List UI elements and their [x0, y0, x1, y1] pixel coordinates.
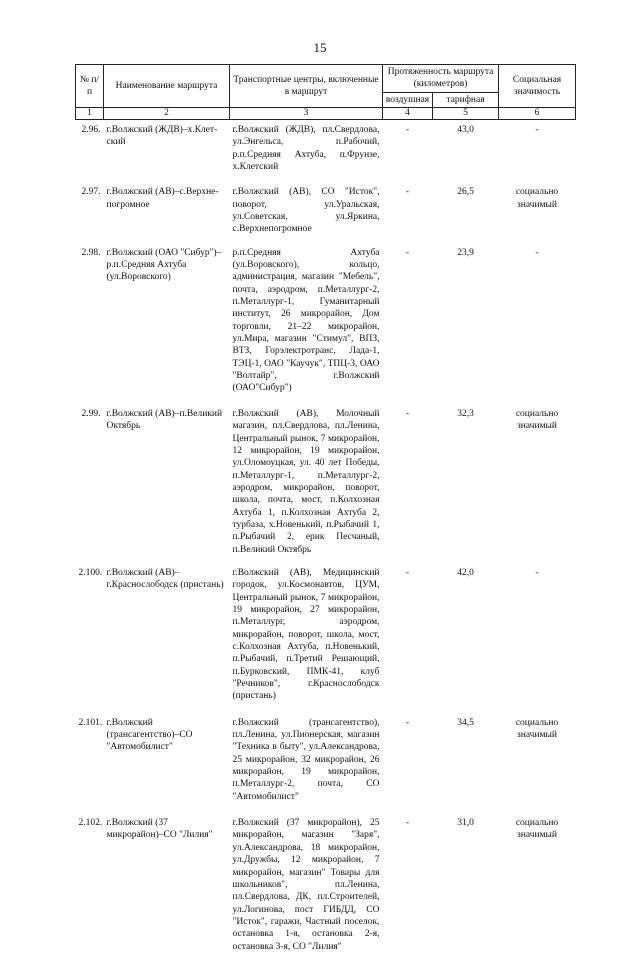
route-social-significance: -	[535, 247, 539, 258]
row-spacer	[76, 803, 576, 817]
header-social-significance: Социальная значимость	[499, 65, 576, 108]
route-air-length: -	[405, 124, 410, 135]
route-tariff-length: 34,5	[457, 717, 474, 728]
route-transport-centers: г.Волжский (АВ), Молочный магазин, пл.Свердлова, пл.Ленина, Центральный рынок, 7 микрорайон, 12 микрорайон, 19 микрорайон, ул.Оломоуцкая, ул. 40 лет Победы, п.Металлург-1, п.Металлург-2, аэродром, микрорайон, поворот, школа, почта, мост, п.Колхозная Ахтуба 1, п.Колхозная Ахтуба 2, турбаза, х.Новенький, п.Рыбачий 1, п.Рыбачий 2, ерик Песчаный, п.Великий Октябрь	[232, 408, 380, 555]
route-social-significance: -	[535, 124, 539, 135]
row-spacer	[76, 395, 576, 408]
row-spacer	[76, 703, 576, 717]
route-name: г.Волжский (АВ)–г.Краснослободск (пристань)	[106, 567, 224, 591]
route-number: 2.96.	[81, 124, 101, 135]
header-route-name: Наименование маршрута	[104, 65, 230, 108]
route-transport-centers: р.п.Средняя Ахтуба (ул.Воровского), кольцо, администрация, магазин "Мебель", почта, аэродром, п.Металлург-2, п.Металлург-1, Гуманитарный институт, 26 микрорайон, Дом торговли, 21–22 микрорайон, ул.Мира, магазин "Стимул", ВПЗ, ВТЗ, Горэлектротранс, Лада-1, ТЭЦ-1, ОАО "Каучук", ТПЦ-3, ОАО "Волтайр", г.Волжский (ОАО"Сибур")	[232, 247, 380, 394]
routes-table	[75, 64, 576, 953]
table-row	[76, 247, 576, 395]
route-rows	[76, 119, 576, 952]
route-tariff-length: 42,0	[457, 567, 474, 578]
row-spacer	[76, 556, 576, 567]
header-transport-centers: Транспортные центры, включенные в маршрут	[230, 65, 383, 108]
route-tariff-length: 32,3	[457, 408, 474, 419]
route-number: 2.99.	[81, 408, 101, 419]
table-row	[76, 717, 576, 803]
route-tariff-length: 26,5	[457, 187, 474, 198]
page-number: 15	[313, 40, 327, 55]
route-social-significance: социально значимый	[515, 408, 559, 432]
route-social-significance: социально значимый	[515, 717, 559, 741]
route-tariff-length: 31,0	[457, 818, 474, 829]
table-row	[76, 124, 576, 173]
table-row	[76, 567, 576, 703]
route-social-significance: социально значимый	[515, 818, 559, 841]
route-number: 2.101.	[78, 717, 103, 728]
route-social-significance: -	[535, 567, 539, 578]
row-spacer-cell	[76, 173, 576, 186]
column-number: 3	[230, 108, 383, 120]
route-air-length: -	[405, 717, 410, 728]
route-air-length: -	[405, 567, 410, 578]
route-tariff-length: 43,0	[457, 124, 474, 135]
route-number: 2.100.	[78, 567, 103, 578]
route-number: 2.97.	[81, 187, 101, 198]
header-num: № п/п	[76, 65, 104, 108]
header-air-length: воздушная	[383, 92, 433, 107]
column-number: 6	[499, 108, 576, 120]
route-name: г.Волжский (АВ)–п.Великий Октябрь	[106, 408, 223, 432]
column-number: 2	[104, 108, 230, 120]
row-spacer-cell	[76, 236, 576, 247]
route-name: г.Волжский (ОАО "Сибур")–р.п.Средняя Ахтуба (ул.Воровского)	[106, 247, 222, 283]
route-air-length: -	[405, 408, 410, 419]
route-number: 2.102.	[78, 818, 103, 829]
table-row	[76, 408, 576, 556]
column-number: 1	[76, 108, 104, 120]
route-transport-centers: г.Волжский (АВ), Медицинский городок, ул.Космонавтов, ЦУМ, Центральный рынок, 7 микрорайон, 19 микрорайон, 27 микрорайон, п.Металлург, аэродром, микрорайон, поворот, школа, мост, с.Колхозная Ахтуба, п.Новенький, п.Рыбачий, п.Третий Решающий, п.Бурковский, ПМК-41, клуб "Речников", г.Краснослободск (пристань)	[232, 567, 380, 702]
route-social-significance: социально значимый	[515, 187, 559, 210]
column-number: 5	[433, 108, 499, 120]
row-spacer-cell	[76, 803, 576, 817]
route-number: 2.98.	[81, 247, 101, 258]
row-spacer	[76, 236, 576, 247]
header-route-length: Протяженность маршрута (километров)	[383, 65, 499, 93]
row-spacer-cell	[76, 703, 576, 717]
route-name: г.Волжский (ЖДВ)–х.Клет-ский	[106, 124, 218, 148]
route-air-length: -	[405, 187, 410, 198]
table-row	[76, 817, 576, 953]
route-air-length: -	[405, 818, 410, 829]
route-transport-centers: г.Волжский (АВ), СО "Исток", поворот, ул.Уральская, ул.Советская, ул.Яркина, с.Верхнепогромное	[232, 187, 380, 235]
row-spacer-cell	[76, 556, 576, 567]
header-tariff-length: тарифная	[433, 92, 499, 107]
row-spacer-cell	[76, 395, 576, 408]
route-transport-centers: г.Волжский (37 микрорайон), 25 микрорайон, магазин "Заря", ул.Александрова, 18 микрорайон, ул.Дружбы, 12 микрорайон, 7 микрорайон, магазин" Товары для школьников", пл.Ленина, пл.Свердлова, ДК, пл.Строителей, ул.Логинова, пост ГИБДД, СО "Исток", гаражи, Частный поселок, остановка 1-я, остановка 2-я, остановка 3-я, СО "Лилия"	[232, 818, 380, 952]
route-name: г.Волжский (трансагентство)–СО "Автомобилист"	[106, 717, 193, 753]
route-name: г.Волжский (АВ)–с.Верхне-погромное	[106, 187, 219, 210]
route-air-length: -	[405, 247, 410, 258]
row-spacer	[76, 173, 576, 186]
route-transport-centers: г.Волжский (трансагентство), пл.Ленина, ул.Пионерская, магазин "Техника в быту", ул.Александрова, 25 микрорайон, 32 микрорайон, 26 микрорайон, 19 микрорайон, п.Металлург-2, почта, СО "Автомобилист"	[232, 717, 380, 802]
route-name: г.Волжский (37 микрорайон)–СО "Лилия"	[106, 818, 213, 841]
route-transport-centers: г.Волжский (ЖДВ), пл.Свердлова, ул.Энгельса, п.Рабочий, р.п.Средняя Ахтуба, п.Фрунзе, х.Клетский	[232, 124, 380, 172]
table-row	[76, 186, 576, 235]
route-tariff-length: 23,9	[457, 247, 474, 258]
column-number: 4	[383, 108, 433, 120]
